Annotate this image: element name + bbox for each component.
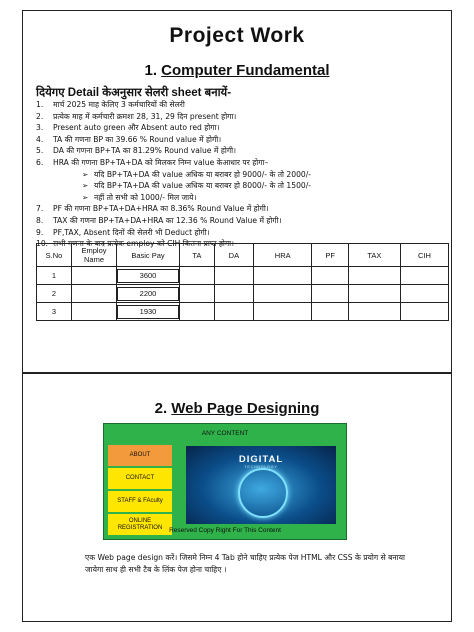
list-item: 10. सभी गणना के बाद प्रत्येक employ को CIH कितना प्राप्त होगा। [36, 239, 235, 249]
cell-sno: 3 [37, 303, 72, 321]
col-header: PF [312, 244, 349, 267]
col-header: S.No [37, 244, 72, 267]
glow-ring-icon [238, 468, 288, 518]
list-item: 9. PF,TAX, Absent दिनों की सेलरी भी Deduct होगी। [36, 227, 210, 237]
arrow-bullet-icon: ➢ [82, 169, 89, 179]
section-2-number: 2. [154, 400, 168, 417]
section-1-title: Computer Fundamental [161, 62, 330, 79]
sub-list-item: ➢ यदि BP+TA+DA की value अधिक या बराबर हो 9000/- के तो 2000/- [82, 169, 312, 179]
mockup-header: ANY CONTENT [201, 430, 249, 437]
menu-item-staff-faculty[interactable]: STAFF & FAculty [108, 491, 172, 512]
col-header: DA [214, 244, 253, 267]
col-header: Basic Pay [117, 244, 180, 267]
table-header-row [37, 244, 449, 267]
table-row [37, 303, 449, 321]
image-title: DIGITAL [238, 454, 284, 465]
image-subtitle: TECHNOLOGY [244, 465, 278, 469]
table-row [37, 285, 449, 303]
section-2-heading [0, 400, 474, 417]
col-header: CIH [400, 244, 448, 267]
mockup-footer: Reserved Copy Right For This Content [169, 527, 281, 534]
cell-basic-pay: 1930 [117, 303, 180, 321]
cell-sno: 1 [37, 267, 72, 285]
section-1-number: 1. [144, 62, 157, 79]
menu-item-online-registration[interactable]: ONLINE REGISTRATION [108, 514, 172, 535]
sub-list-item: ➢ नहीं तो सभी को 1000/- मिल जाये। [82, 192, 197, 202]
cell-basic-pay: 2200 [117, 285, 180, 303]
web-page-mockup [103, 423, 347, 540]
list-item: 5. DA की गणना BP+TA का 81.29% Round value में होगी। [36, 146, 236, 156]
table-row [37, 267, 449, 285]
list-item: 8. TAX की गणना BP+TA+DA+HRA का 12.36 % Round Value में होगी। [36, 215, 282, 225]
list-item: 4. TA की गणना BP का 39.66 % Round value में होगी। [36, 134, 222, 144]
list-item: 2. प्रत्येक माह में कर्मचारी क्रमशः 28, 31, 29 दिन present होगा। [36, 111, 237, 121]
cell-name [72, 267, 117, 285]
col-header: Employ Name [72, 244, 117, 267]
cell-sno: 2 [37, 285, 72, 303]
arrow-bullet-icon: ➢ [82, 192, 89, 202]
cell-basic-pay: 3600 [117, 267, 180, 285]
instruction-list [36, 99, 446, 250]
list-item: 7. PF की गणना BP+TA+DA+HRA का 8.36% Round Value में होगी। [36, 204, 269, 214]
salary-table [36, 243, 449, 321]
section-divider [22, 372, 452, 374]
page-title: Project Work [169, 24, 305, 47]
web-task-description: एक Web page design करें। जिसमे निम्न 4 Tab होने चाहिए प्रत्येक पेज HTML और CSS के प्रयोग से बनाया जायेगा साथ ही सभी टैब के लिंक पेज होना चाहिए । [85, 553, 406, 574]
col-header: HRA [254, 244, 312, 267]
list-item: 3. Present auto green और Absent auto red होगा। [36, 123, 220, 133]
cell-name [72, 303, 117, 321]
menu-item-about[interactable]: ABOUT [108, 445, 172, 466]
section-2-title: Web Page Designing [171, 400, 320, 417]
cell-name [72, 285, 117, 303]
digital-technology-image [186, 446, 336, 524]
sub-list-item: ➢ यदि BP+TA+DA की value अधिक या बराबर हो 8000/- के तो 1500/- [82, 181, 312, 191]
section-1-heading [0, 62, 474, 79]
section-1-lead: दियेगए Detail केअनुसार सेलरी sheet बनायें- [36, 87, 232, 99]
col-header: TAX [348, 244, 400, 267]
col-header: TA [180, 244, 215, 267]
list-item: 6. HRA की गणना BP+TA+DA को मिलकर निम्न value केआधार पर होगा– [36, 157, 269, 167]
menu-item-contact[interactable]: CONTACT [108, 468, 172, 489]
arrow-bullet-icon: ➢ [82, 181, 89, 191]
list-item: 1. मार्च 2025 माह केलिए 3 कर्मचारियों की सेलरी [36, 100, 185, 109]
